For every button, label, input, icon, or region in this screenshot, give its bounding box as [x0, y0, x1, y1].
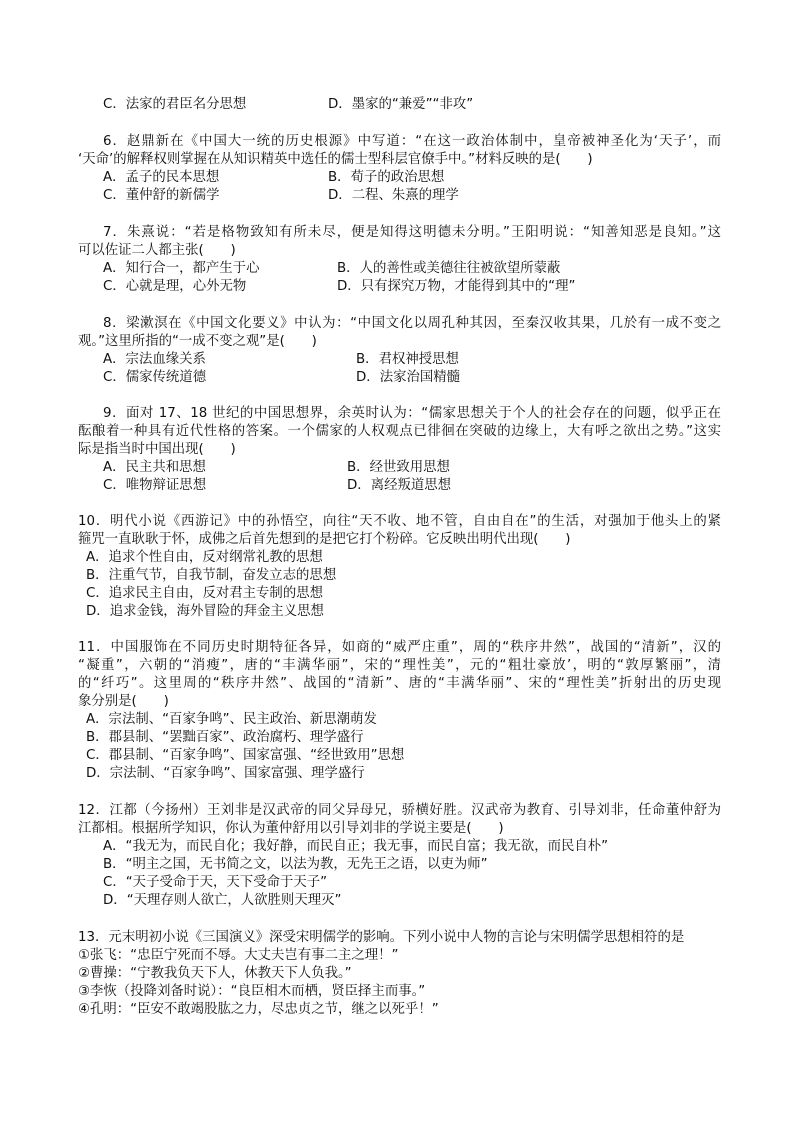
- q6-option-c: C．董仲舒的新儒学: [103, 188, 220, 203]
- q10-stem-line-2: 箍咒一直耿耿于怀，成佛之后首先想到的是把它打个粉碎。它反映出明代出现( ): [78, 532, 571, 547]
- q7-option-c: C．心就是理，心外无物: [103, 279, 247, 294]
- q11-stem-line-4: 象分别是( ): [78, 694, 169, 709]
- q12-option-b: B．“明主之国，无书简之文，以法为教，无先王之语，以吏为师”: [103, 857, 488, 872]
- q10-option-c: C．追求民主自由，反对君主专制的思想: [86, 586, 323, 601]
- q9-option-d: D．离经叛道思想: [347, 478, 452, 493]
- q6-stem-line-2: ‘天命’的解释权则掌握在从知识精英中选任的儒士型科层官僚手中。”材料反映的是( ): [78, 152, 593, 167]
- q8-option-d: D．法家治国精髓: [356, 370, 461, 385]
- q7-option-b: B．人的善性或美德往往被欲望所蒙蔽: [337, 261, 561, 276]
- q5-option-d: D．墨家的“兼爱”“非攻”: [328, 97, 474, 112]
- q11-option-a: A．宗法制、“百家争鸣”、民主政治、新思潮萌发: [86, 712, 377, 727]
- q7-option-d: D．只有探究万物，才能得到其中的“理”: [337, 279, 576, 294]
- q7-stem-line-2: 可以佐证二人都主张( ): [78, 243, 236, 258]
- q13-item-1: ①张飞：“忠臣宁死而不辱。大丈夫岂有事二主之理！”: [78, 948, 399, 963]
- q11-stem-line-3: 的“纤巧”。这里周的“秩序井然”、战国的“清新”、唐的“丰满华丽”、宋的“理性美”折射出的历史现: [78, 676, 721, 691]
- q7-stem-line-1: 7．朱熹说：“若是格物致知有所未尽，便是知得这明德未分明。”王阳明说：“知善知恶是良知。”这: [103, 225, 721, 240]
- q8-option-a: A．宗法血缘关系: [103, 352, 206, 367]
- q7-option-a: A．知行合一，都产生于心: [103, 261, 260, 276]
- q12-stem-line-1: 12．江都（今扬州）王刘非是汉武帝的同父异母兄，骄横好胜。汉武帝为教育、引导刘非，任命董仲舒为: [78, 803, 721, 818]
- q11-option-d: D．宗法制、“百家争鸣”、国家富强、理学盛行: [86, 766, 365, 781]
- q8-option-c: C．儒家传统道德: [103, 370, 207, 385]
- q11-stem-line-2: “凝重”，六朝的“消瘦”，唐的“丰满华丽”，宋的“理性美”，元的“粗壮豪放’，明的“敦厚繁丽”，清: [78, 658, 721, 673]
- q8-option-b: B．君权神授思想: [356, 352, 459, 367]
- q6-option-b: B．荀子的政治思想: [328, 170, 445, 185]
- q12-stem-line-2: 江都相。根据所学知识，你认为董仲舒用以引导刘非的学说主要是( ): [78, 821, 504, 836]
- q9-option-b: B．经世致用思想: [347, 460, 450, 475]
- q13-stem-line-1: 13．元末明初小说《三国演义》深受宋明儒学的影响。下列小说中人物的言论与宋明儒学思想相符的是: [78, 930, 685, 945]
- q11-stem-line-1: 11．中国服饰在不同历史时期特征各异，如商的“威严庄重”，周的“秩序井然”，战国的“清新”，汉的: [78, 640, 721, 655]
- q6-option-d: D．二程、朱熹的理学: [328, 188, 459, 203]
- q10-stem-line-1: 10．明代小说《西游记》中的孙悟空，向往“天不收、地不管，自由自在”的生活，对强加于他头上的紧: [78, 514, 721, 529]
- q11-option-c: C．郡县制、“百家争鸣”、国家富强、“经世致用”思想: [86, 748, 405, 763]
- q9-option-a: A．民主共和思想: [103, 460, 206, 475]
- q8-stem-line-1: 8．梁漱溟在《中国文化要义》中认为：“中国文化以周孔种其因，至秦汉收其果，几於有一成不变之: [103, 316, 721, 331]
- q9-option-c: C．唯物辩证思想: [103, 478, 207, 493]
- q9-stem-line-3: 际是指当时中国出现( ): [78, 442, 236, 457]
- q5-option-c: C．法家的君臣名分思想: [103, 97, 247, 112]
- q6-option-a: A．孟子的民本思想: [103, 170, 220, 185]
- q8-stem-line-2: 观。”这里所指的“一成不变之观”是( ): [78, 334, 317, 349]
- q6-stem-line-1: 6．赵鼎新在《中国大一统的历史根源》中写道：“在这一政治体制中，皇帝被神圣化为‘天子’，而: [103, 134, 721, 149]
- q13-item-2: ②曹操：“宁教我负天下人，休教天下人负我。”: [78, 966, 352, 981]
- q9-stem-line-1: 9．面对 17、18 世纪的中国思想界，余英时认为：“儒家思想关于个人的社会存在的问题，似乎正在: [103, 406, 721, 421]
- q9-stem-line-2: 酝酿着一种具有近代性格的答案。一个儒家的人权观点已徘徊在突破的边缘上，大有呼之欲出之势。”这实: [78, 424, 721, 439]
- q13-item-3: ③李恢（投降刘备时说）：“良臣相木而栖，贤臣择主而事。”: [78, 984, 426, 999]
- q12-option-d: D．“天理存则人欲亡，人欲胜则天理灭”: [103, 893, 342, 908]
- q13-item-4: ④孔明：“臣安不敢竭股肱之力，尽忠贞之节，继之以死乎！”: [78, 1002, 439, 1017]
- q11-option-b: B．郡县制、“罢黜百家”、政治腐朽、理学盛行: [86, 730, 364, 745]
- q12-option-a: A．“我无为，而民自化；我好静，而民自正；我无事，而民自富；我无欲，而民自朴”: [103, 839, 609, 854]
- q10-option-d: D．追求金钱，海外冒险的拜金主义思想: [86, 604, 324, 619]
- q12-option-c: C．“天子受命于天，天下受命于天子”: [103, 875, 328, 890]
- q10-option-a: A．追求个性自由，反对纲常礼教的思想: [86, 550, 323, 565]
- q10-option-b: B．注重气节，自我节制，奋发立志的思想: [86, 568, 337, 583]
